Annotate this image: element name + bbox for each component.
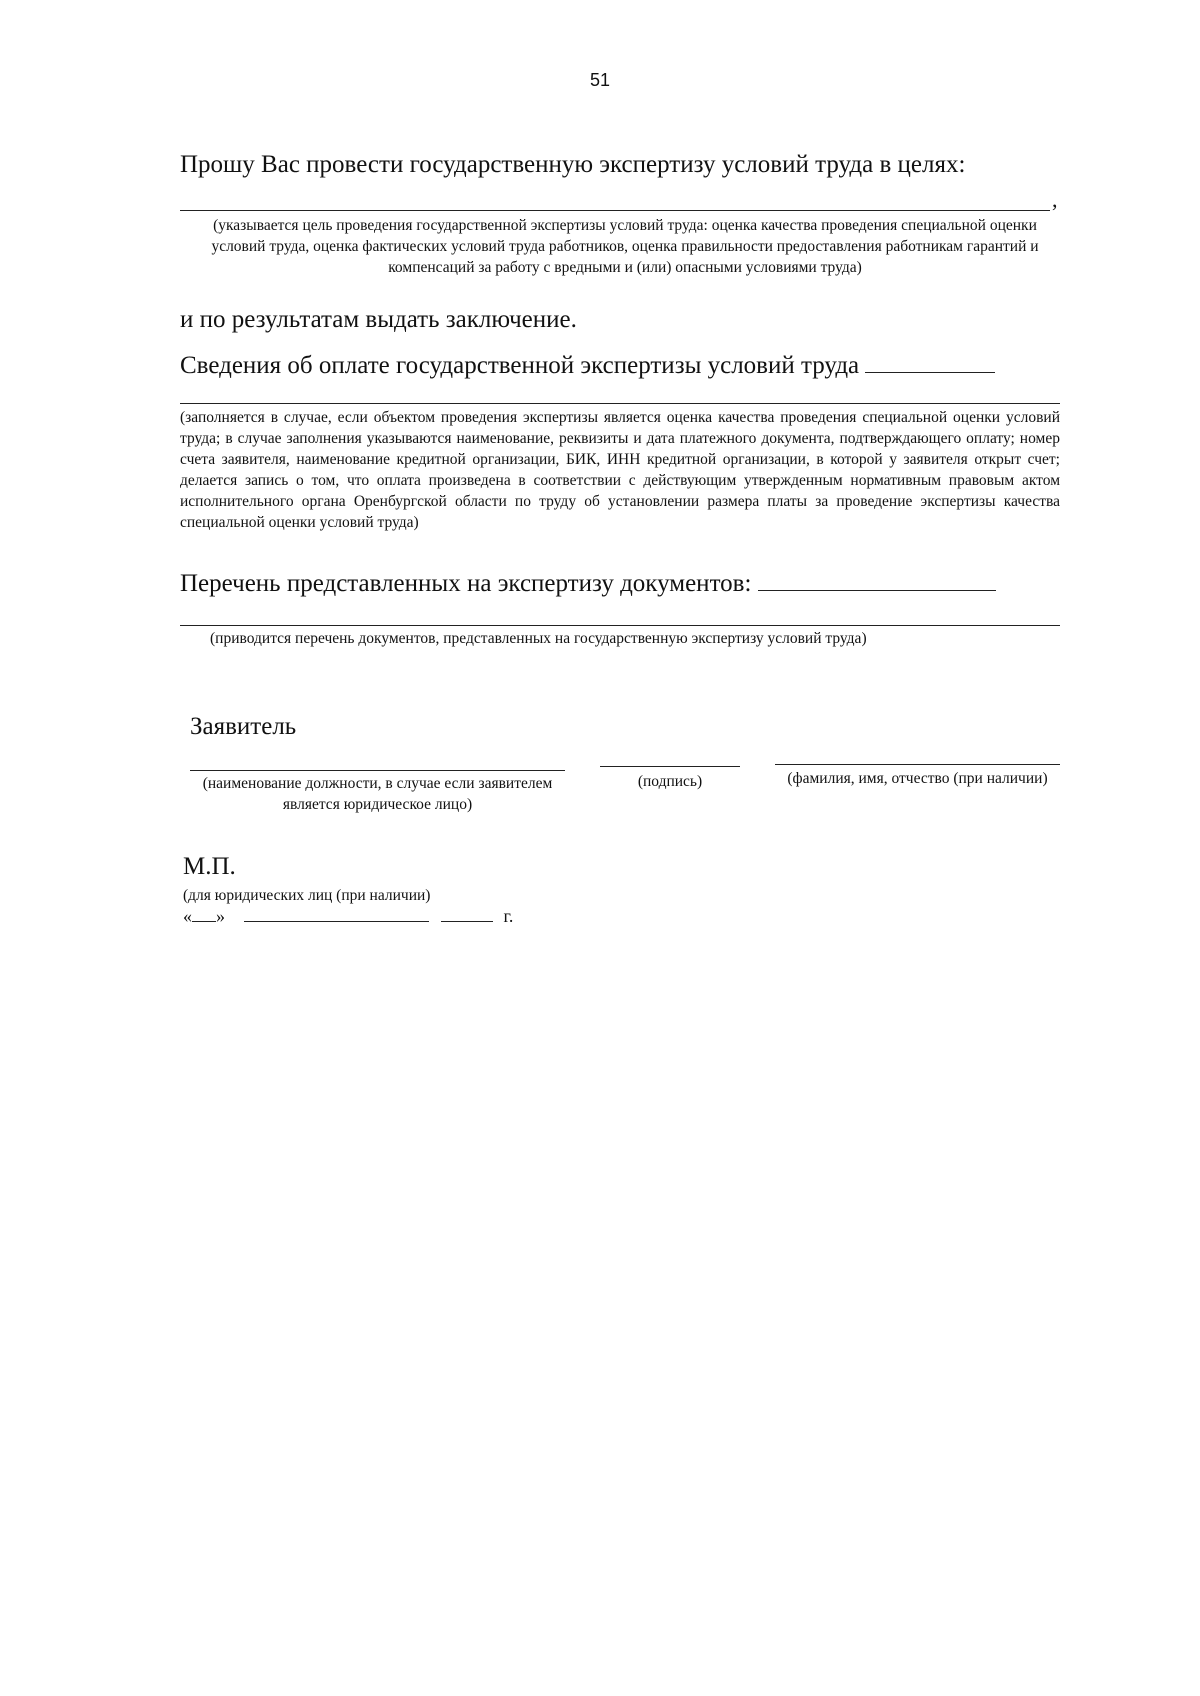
- seal-hint: (для юридических лиц (при наличии): [183, 887, 431, 904]
- documents-line: [180, 568, 996, 599]
- payment-label: Сведения об оплате государственной экспертизы условий труда: [180, 352, 860, 379]
- signature-fill-line[interactable]: [600, 766, 740, 767]
- request-line: Прошу Вас провести государственную экспертизу условий труда в целях:: [180, 151, 966, 178]
- position-fill-line[interactable]: [190, 770, 565, 771]
- date-close-quote: »: [216, 906, 225, 926]
- position-hint: (наименование должности, в случае если заявителем является юридическое лицо): [202, 775, 553, 813]
- documents-fill-line[interactable]: [180, 625, 1060, 626]
- purpose-fill-line[interactable]: [180, 210, 1050, 211]
- documents-hint: (приводится перечень документов, представленных на государственную экспертизу условий труда): [210, 630, 867, 647]
- full-name-fill-line[interactable]: [775, 764, 1060, 765]
- purpose-comma: ,: [1052, 187, 1058, 212]
- payment-fill-line[interactable]: [180, 403, 1060, 404]
- date-open-quote: «: [183, 906, 192, 926]
- conclusion-line: и по результатам выдать заключение.: [180, 306, 577, 333]
- date-line: [183, 905, 513, 927]
- applicant-label: Заявитель: [190, 713, 297, 740]
- page-number: 51: [589, 70, 611, 90]
- month-fill[interactable]: [244, 905, 429, 922]
- payment-fill-inline[interactable]: [865, 350, 995, 373]
- year-fill[interactable]: [441, 905, 493, 922]
- year-suffix: г.: [503, 906, 514, 926]
- full-name-hint: (фамилия, имя, отчество (при наличии): [787, 770, 1048, 787]
- seal-label: М.П.: [183, 853, 236, 880]
- payment-line: [180, 350, 995, 381]
- purpose-hint: (указывается цель проведения государственной экспертизы условий труда: оценка качества проведения специальной оценки условий труда, оценка фактических условий труда работников, оценка правильности предоставления работникам гарантий и компенсаций за работу с вредными и (или) опасными условиями труда): [211, 217, 1039, 276]
- signature-hint: (подпись): [637, 773, 703, 790]
- day-fill[interactable]: [192, 905, 216, 922]
- documents-label: Перечень представленных на экспертизу документов:: [180, 570, 752, 597]
- payment-hint: (заполняется в случае, если объектом проведения экспертизы является оценка качества проведения специальной оценки условий труда; в случае заполнения указываются наименование, реквизиты и дата платежного документа, подтверждающего оплату; номер счета заявителя, наименование кредитной организации, БИК, ИНН кредитной организации, в которой у заявителя открыт счет; делается запись о том, что оплата произведена в соответствии с действующим утвержденным нормативным правовым актом исполнительного органа Оренбургской области по труду об установлении размера платы за проведение экспертизы качества специальной оценки условий труда): [180, 409, 1060, 531]
- documents-fill-inline[interactable]: [758, 568, 996, 591]
